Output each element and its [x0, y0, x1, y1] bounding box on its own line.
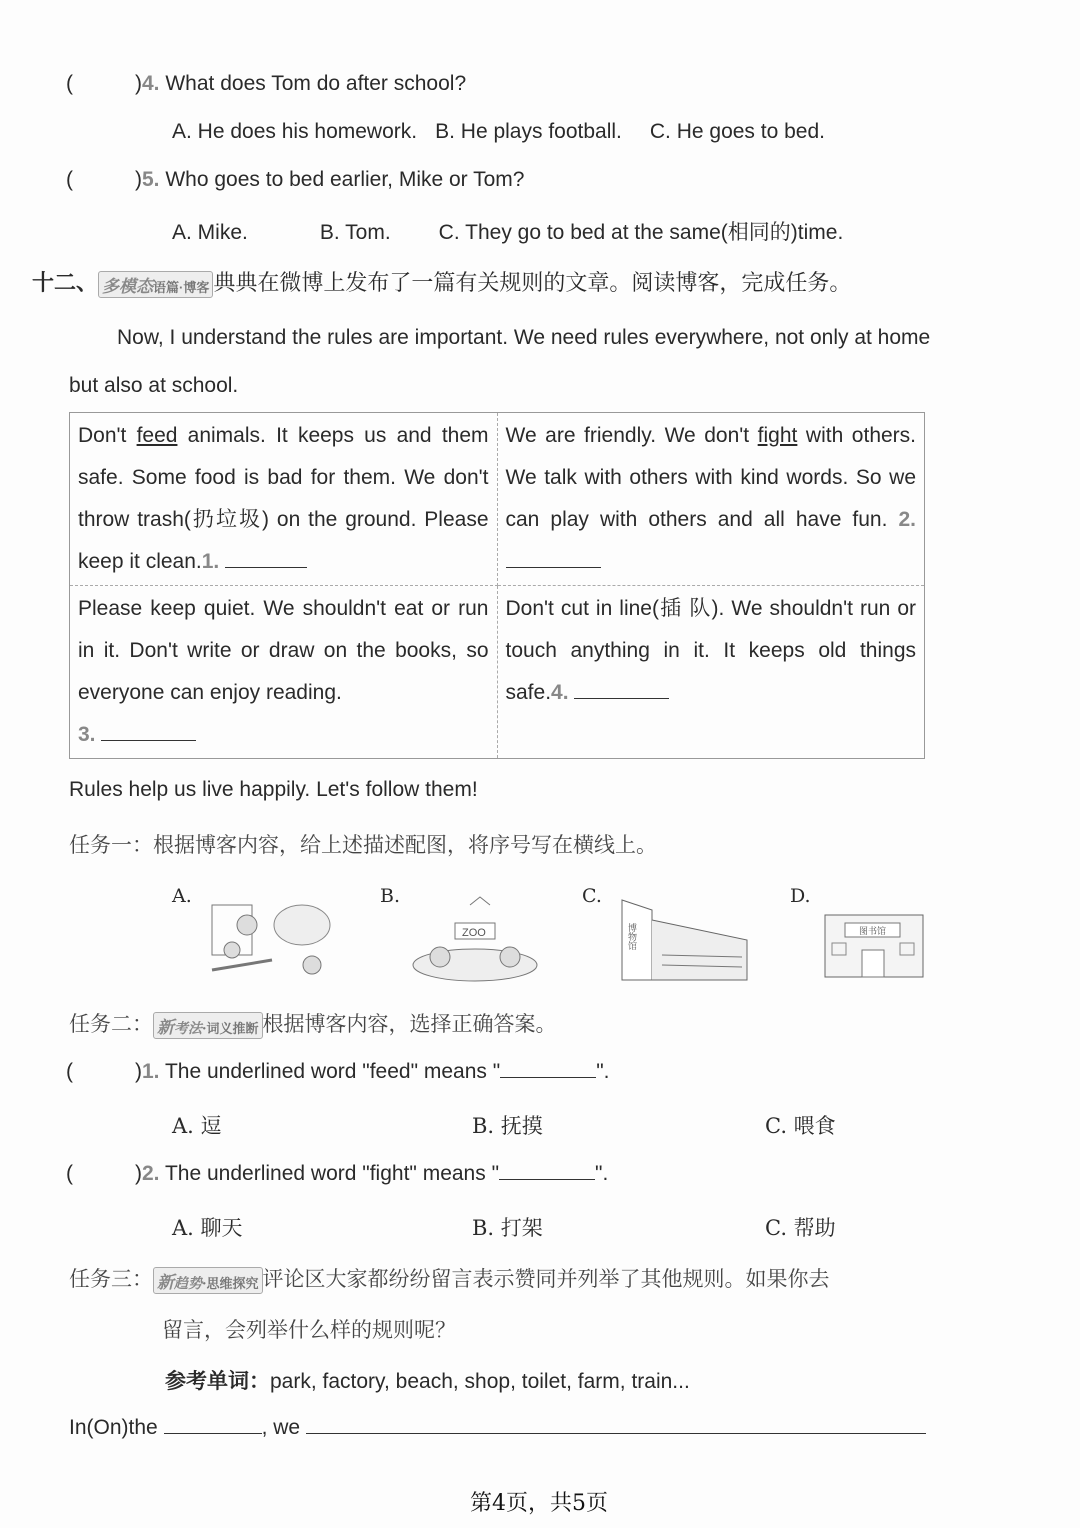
option-c[interactable]: C. 帮助: [765, 1216, 836, 1240]
zoo-image: [410, 895, 540, 985]
reference-words: 参考单词：park, factory, beach, shop, toilet, farm, train...: [165, 1368, 690, 1393]
answer-blank[interactable]: [225, 549, 307, 568]
picture-label: D.: [790, 885, 811, 907]
option-a[interactable]: A. 逗: [172, 1114, 222, 1138]
answer-blank[interactable]: [500, 1059, 596, 1078]
rule-cell-4: Don't cut in line(插 队). We shouldn't run or touch anything in it. It keeps old things safe.4.: [505, 597, 916, 704]
q4-options: A. He does his homework. B. He plays football. C. He goes to bed.: [172, 120, 825, 143]
picture-label: C.: [582, 885, 602, 907]
option-b[interactable]: B. 抚摸: [472, 1114, 543, 1138]
task2-question-2: ( )2. The underlined word "fight" means " ".: [66, 1162, 609, 1185]
task2-heading: 任务二： 新考法·词义推断 根据博客内容，选择正确答案。: [69, 1012, 557, 1038]
question-4: ( )4. What does Tom do after school?: [66, 72, 467, 95]
museum-sign: 博物馆: [627, 923, 637, 950]
task3-badge: 新趋势·思维探究: [153, 1267, 263, 1294]
blog-outro: Rules help us live happily. Let's follow them!: [69, 778, 478, 801]
blog-intro: Now, I understand the rules are important. We need rules everywhere, not only at home but also at school.: [69, 326, 931, 397]
task3-line2: 留言，会列举什么样的规则呢？: [162, 1318, 456, 1342]
rule-cell-2: We are friendly. We don't fight with others. We talk with others with kind words. So we can play with others and all have fun. 2.: [497, 413, 925, 586]
q5-options: A. Mike. B. Tom. C. They go to bed at the same(相同的)time.: [172, 221, 844, 244]
zoo-sign: ZOO: [462, 927, 486, 939]
page-footer: 第4页，共5页: [470, 1491, 608, 1516]
task2-question-1: ( )1. The underlined word "feed" means " ".: [66, 1060, 610, 1083]
library-image: [820, 895, 930, 985]
picture-label: A.: [172, 885, 192, 907]
playground-image: [202, 895, 332, 985]
library-sign: 图书馆: [859, 926, 887, 936]
option-b[interactable]: B. 打架: [472, 1216, 543, 1240]
option-c[interactable]: C. 喂食: [765, 1114, 836, 1138]
answer-blank[interactable]: [499, 1161, 595, 1180]
place-blank[interactable]: [164, 1415, 262, 1434]
option-a[interactable]: A. 聊天: [172, 1216, 243, 1240]
answer-blank[interactable]: [101, 722, 196, 741]
task2-badge: 新考法·词义推断: [153, 1012, 263, 1039]
rule-blank[interactable]: [306, 1415, 926, 1434]
rule-cell-3: Please keep quiet. We shouldn't eat or run in it. Don't write or draw on the books, so everyone can enjoy reading. 3.: [70, 586, 498, 759]
picture-label: B.: [380, 885, 401, 907]
rules-table: [69, 412, 925, 759]
task3-heading: 任务三： 新趋势·思维探究 评论区大家都纷纷留言表示赞同并列举了其他规则。如果你去: [69, 1267, 830, 1293]
rule-cell-1: Don't feed animals. It keeps us and them safe. Some food is bad for them. We don't throw trash(扔垃圾) on the ground. Please keep it clean.1.: [70, 413, 498, 586]
task3-answer-line: In(On)the , we: [69, 1415, 926, 1440]
answer-blank[interactable]: [506, 549, 601, 568]
task1-title: 任务一：根据博客内容，给上述描述配图，将序号写在横线上。: [69, 833, 657, 857]
section-heading: 十二、 多模态语篇·博客 典典在微博上发布了一篇有关规则的文章。阅读博客，完成任务。: [32, 270, 852, 296]
answer-blank[interactable]: [574, 680, 669, 699]
museum-image: [612, 895, 752, 985]
question-5: ( )5. Who goes to bed earlier, Mike or Tom?: [66, 168, 525, 191]
section-badge: 多模态语篇·博客: [98, 271, 213, 298]
